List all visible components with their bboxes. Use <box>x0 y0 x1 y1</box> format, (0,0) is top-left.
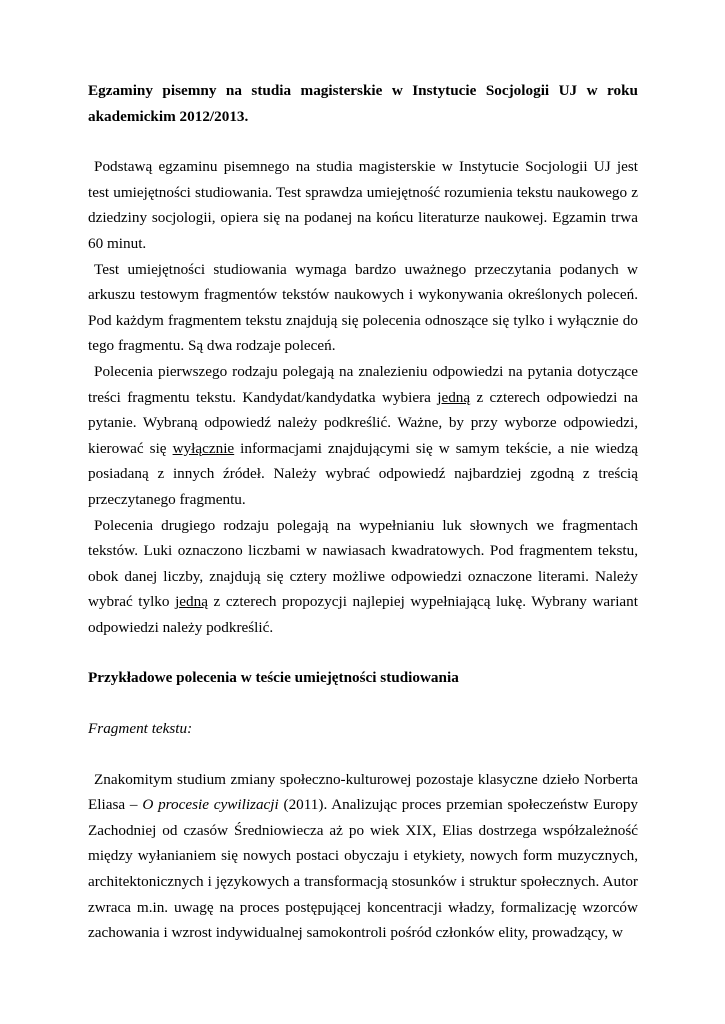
paragraph-intro: Podstawą egzaminu pisemnego na studia magisterskie w Instytucie Socjologii UJ jest test umiejętności studiowania. Test sprawdza umiejętność rozumienia tekstu naukowego z dziedziny socjologii, opiera się na podanej na końcu literaturze naukowej. Egzamin trwa 60 minut. <box>88 158 638 252</box>
text-run: z czterech propozycji najlepiej wypełniającą lukę. Wybrany wariant odpowiedzi należy podkreślić. <box>88 593 638 636</box>
spacer <box>88 640 638 665</box>
document-title: Egzaminy pisemny na studia magisterskie w Instytucie Socjologii UJ w roku akademickim 2012/2013. <box>88 82 638 125</box>
text-run: informacjami znajdującymi się w samym tekście, a nie wiedzą posiadaną z innych źródeł. Należy wybrać odpowiedź najbardziej zgodną z treścią przeczytanego fragmentu. <box>88 439 638 508</box>
underlined-word: jedną <box>175 593 208 611</box>
fragment-label: Fragment tekstu: <box>88 720 193 738</box>
text-run: Polecenia pierwszego rodzaju polegają na znalezieniu odpowiedzi na pytania dotyczące treści fragmentu tekstu. Kandydat/kandydatka wybiera <box>88 362 638 406</box>
spacer <box>88 742 638 767</box>
text-run: Polecenia drugiego rodzaju polegają na wypełnianiu luk słownych we fragmentach tekstów. Luki oznaczono liczbami w nawiasach kwadratowych. Pod fragmentem tekstu, obok danej liczby, znajdują się cztery możliwe odpowiedzi oznaczone literami. Należy wybrać tylko <box>88 516 638 611</box>
section-heading: Przykładowe polecenia w teście umiejętności studiowania <box>88 669 459 687</box>
text-run: (2011). Analizując proces przemian społeczeństw Europy Zachodniej od czasów Średniowiecza aż po wiek XIX, Elias dostrzega współzależność między wyłanianiem się nowych postaci obyczaju i etykiety, nowych form muzycznych, architektonicznych i językowych a transformacją stosunków i struktur społecznych. Autor zwraca m.in. uwagę na proces postępującej koncentracji władzy, formalizację wzorców zachowania i wzrost indywidualnej samokontroli pośród członków elity, prowadzący, w <box>88 796 639 942</box>
underlined-word: wyłącznie <box>172 439 235 457</box>
paragraph-second-type <box>88 513 638 641</box>
paragraph-test-description: Test umiejętności studiowania wymaga bardzo uważnego przeczytania podanych w arkuszu testowym fragmentów tekstów naukowych i wykonywania określonych poleceń. Pod każdym fragmentem tekstu znajdują się polecenia odnoszące się tylko i wyłącznie do tego fragmentu. Są dwa rodzaje poleceń. <box>88 260 638 355</box>
spacer <box>88 691 638 716</box>
book-title: O procesie cywilizacji <box>142 796 279 814</box>
paragraph-first-type <box>88 359 638 513</box>
text-run: z czterech odpowiedzi na pytanie. Wybraną odpowiedź należy podkreślić. Ważne, by przy wyborze odpowiedzi, kierować się <box>88 388 638 457</box>
document-page <box>88 78 638 946</box>
fragment-text <box>88 767 638 946</box>
text-run: Znakomitym studium zmiany społeczno-kulturowej pozostaje klasyczne dzieło Norberta Eliasa – <box>88 770 638 814</box>
spacer <box>88 129 638 154</box>
underlined-word: jedną <box>437 388 471 406</box>
